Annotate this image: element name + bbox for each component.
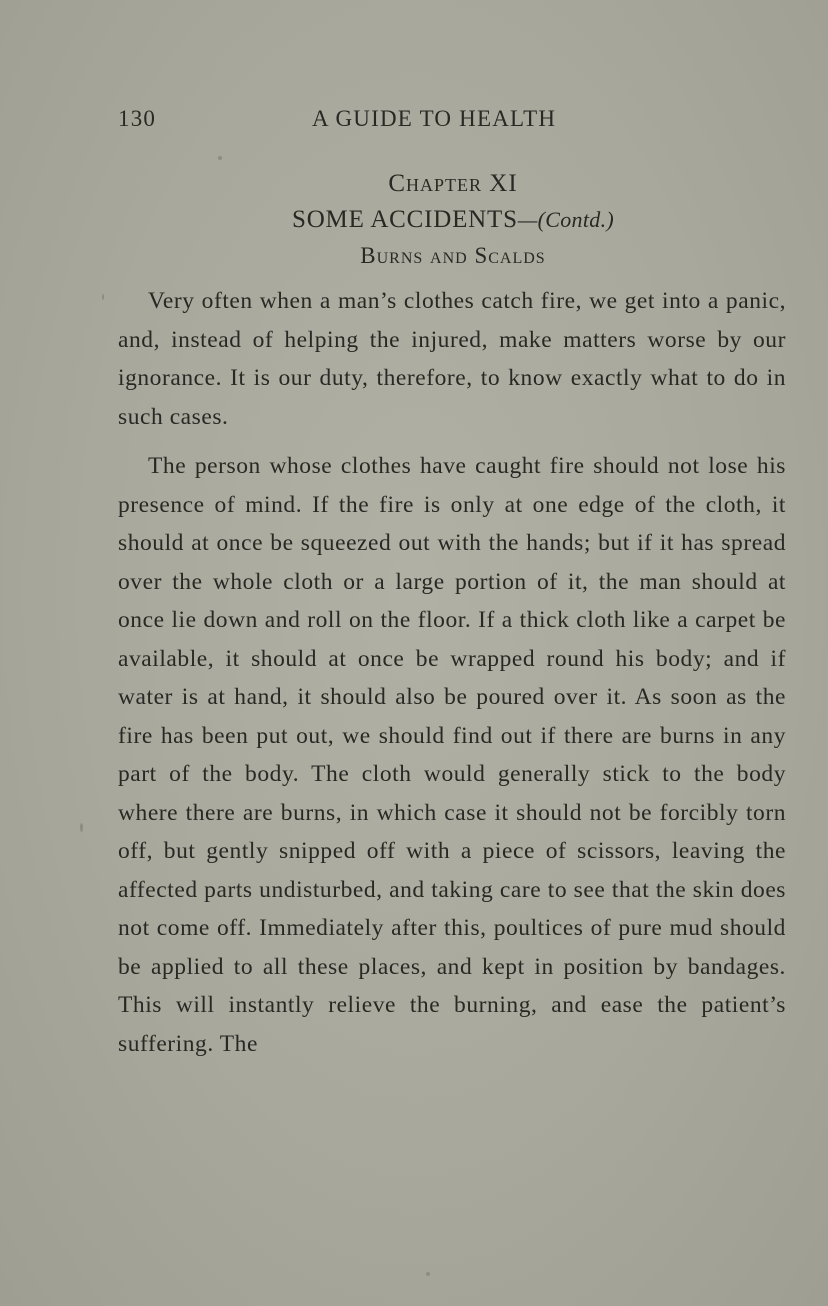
paper-speck xyxy=(102,294,104,300)
chapter-headings xyxy=(118,166,788,274)
chapter-title-text: SOME ACCIDENTS xyxy=(291,206,518,233)
section-title: Burns and Scalds xyxy=(360,243,546,268)
chapter-title-suffix: —(Contd.) xyxy=(517,207,614,232)
body-text xyxy=(118,282,786,1063)
chapter-title xyxy=(118,202,788,238)
running-title: A GUIDE TO HEALTH xyxy=(312,106,557,131)
paragraph: The person whose clothes have caught fire should not lose his presence of mind. If the fire is only at one edge of the cloth, it should at once be squeezed out with the hands; but if it has spread over the whole cloth or a large portion of it, the man should at once lie down and roll on the floor. If a thick cloth like a carpet be available, it should at once be wrapped round his body; and if water is at hand, it should also be poured over it. As soon as the fire has been put out, we should find out if there are burns in any part of the body. The cloth would generally stick to the body where there are burns, in which case it should not be forcibly torn off, but gently snipped off with a piece of scissors, leaving the affected parts undisturbed, and taking care to see that the skin does not come off. Immediately after this, poultices of pure mud should be applied to all these places, and kept in position by bandages. This will instantly relieve the burning, and ease the patient’s suffering. The xyxy=(118,453,786,1057)
paper-speck xyxy=(80,823,83,832)
paper-speck xyxy=(218,156,222,160)
page-number: 130 xyxy=(118,106,157,131)
chapter-label: Chapter XI xyxy=(388,170,518,197)
paragraph: Very often when a man’s clothes catch fire, we get into a panic, and, instead of helping the injured, make matters worse by our ignorance. It is our duty, therefore, to know exactly what to do in such cases. xyxy=(118,288,786,430)
running-header xyxy=(118,106,708,138)
paper-speck xyxy=(426,1272,430,1276)
